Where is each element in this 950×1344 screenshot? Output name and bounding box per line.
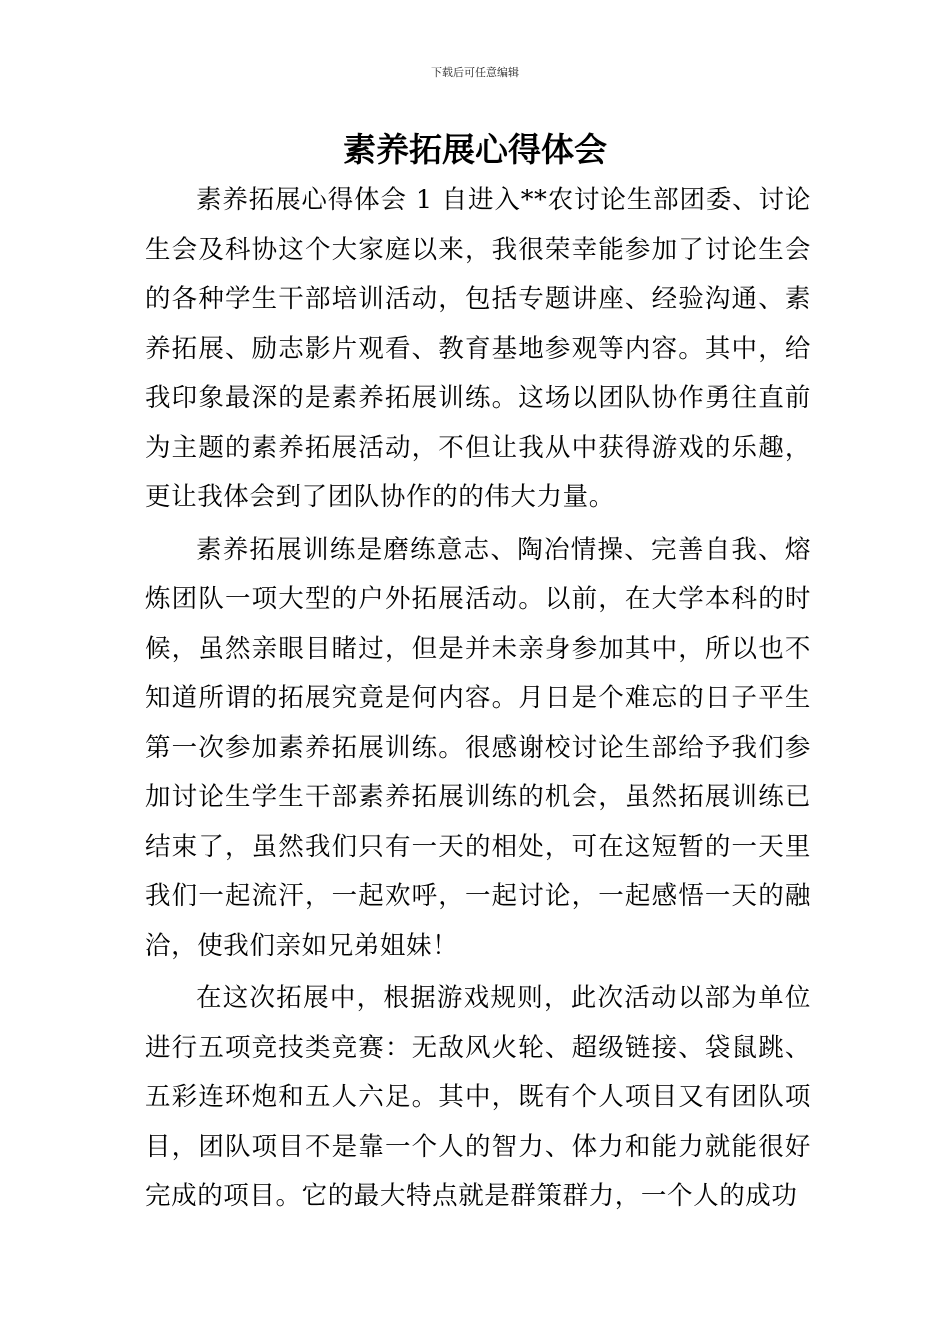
document-body <box>145 176 811 1225</box>
document-title: 素养拓展心得体会 <box>343 130 607 169</box>
paragraph-2: 素养拓展训练是磨练意志、陶冶情操、完善自我、熔炼团队一项大型的户外拓展活动。以前，在大学本科的时候，虽然亲眼目睹过，但是并未亲身参加其中，所以也不知道所谓的拓展究竟是何内容。月日是个难忘的日子平生第一次参加素养拓展训练。很感谢校讨论生部给予我们参加讨论生学生干部素养拓展训练的机会，虽然拓展训练已结束了，虽然我们只有一天的相处，可在这短暂的一天里我们一起流汗，一起欢呼，一起讨论，一起感悟一天的融洽，使我们亲如兄弟姐妹！ <box>145 534 811 961</box>
paragraph-3: 在这次拓展中，根据游戏规则，此次活动以部为单位进行五项竞技类竞赛：无敌风火轮、超级链接、袋鼠跳、五彩连环炮和五人六足。其中，既有个人项目又有团队项目，团队项目不是靠一个人的智力、体力和能力就能很好完成的项目。它的最大特点就是群策群力，一个人的成功 <box>145 983 811 1211</box>
paragraph-1: 素养拓展心得体会 1 自进入**农讨论生部团委、讨论生会及科协这个大家庭以来，我很荣幸能参加了讨论生会的各种学生干部培训活动，包括专题讲座、经验沟通、素养拓展、励志影片观看、教育基地参观等内容。其中，给我印象最深的是素养拓展训练。这场以团队协作勇往直前为主题的素养拓展活动，不但让我从中获得游戏的乐趣，更让我体会到了团队协作的的伟大力量。 <box>145 185 811 512</box>
header-note: 下载后可任意编辑 <box>431 66 519 79</box>
